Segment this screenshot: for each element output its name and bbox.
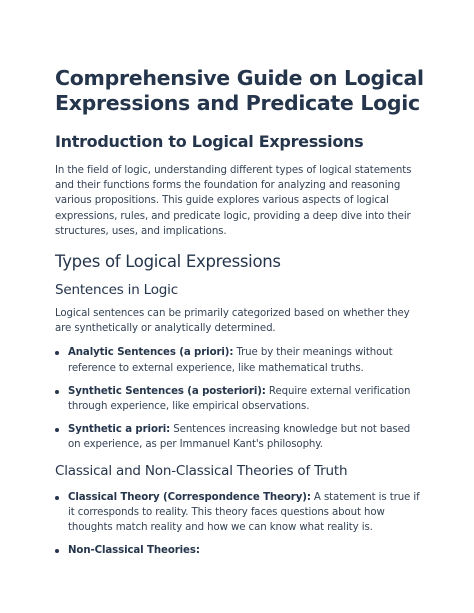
sentence-types-list <box>55 345 425 452</box>
document-page <box>55 66 425 558</box>
truth-theories-list <box>55 490 425 559</box>
list-item <box>55 490 425 536</box>
intro-heading: Introduction to Logical Expressions <box>55 132 364 151</box>
list-item-text: True by their meanings without reference to external experience, like mathematical truths. <box>68 347 393 374</box>
bullet-dot <box>55 428 59 432</box>
bullet-dot <box>55 390 59 394</box>
list-item-text: Sentences increasing knowledge but not based on experience, as per Immanuel Kant's philosophy. <box>68 424 411 451</box>
bullet-dot <box>55 549 59 553</box>
list-item <box>55 345 425 375</box>
list-item-text: Require external verification through experience, like empirical observations. <box>68 385 411 413</box>
list-item-term: Non-Classical Theories: <box>68 545 200 557</box>
types-heading: Types of Logical Expressions <box>55 252 281 272</box>
document-title: Comprehensive Guide on Logical Expressions and Predicate Logic <box>55 66 424 115</box>
intro-paragraph: In the field of logic, understanding different types of logical statements and their functions forms the foundation for analyzing and reasoning various propositions. This guide explores various aspects of logical expressions, rules, and predicate logic, providing a deep dive into their structures, uses, and implications. <box>55 165 412 237</box>
list-item <box>55 384 425 414</box>
sentences-heading: Sentences in Logic <box>55 282 178 299</box>
sentences-paragraph: Logical sentences can be primarily categorized based on whether they are synthetically or analytically determined. <box>55 308 410 335</box>
list-item-term: Analytic Sentences (a priori): <box>68 347 234 359</box>
list-item-text: A statement is true if it corresponds to reality. This theory faces questions about how thoughts match reality and how we can know what reality is. <box>68 491 420 534</box>
list-item-term: Classical Theory (Correspondence Theory): <box>68 491 311 503</box>
bullet-dot <box>55 351 59 355</box>
bullet-dot <box>55 496 59 500</box>
classical-heading: Classical and Non-Classical Theories of Truth <box>55 462 348 479</box>
list-item <box>55 543 425 558</box>
list-item-term: Synthetic Sentences (a posteriori): <box>68 385 266 397</box>
list-item-term: Synthetic a priori: <box>68 424 171 436</box>
list-item <box>55 422 425 452</box>
